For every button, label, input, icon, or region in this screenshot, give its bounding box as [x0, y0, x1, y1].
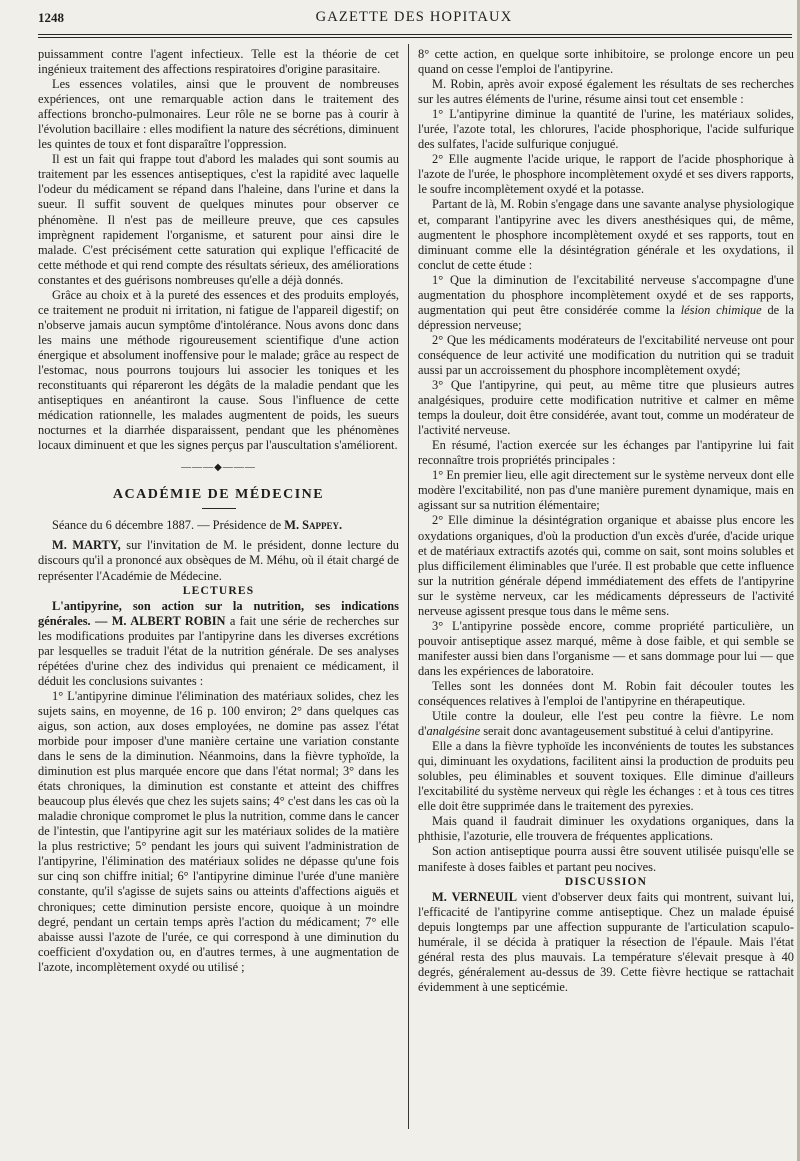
paragraph: 2° Elle diminue la désintégration organique et abaisse plus encore les oxydations organiques, d'où la production d'un excès d'urée, d'acide urique et de matériaux extractifs azotés qui, comme on sait, sont moins solubles et plus difficilement éliminables que l'urée. Il est probable que cette influence sur la nutrition générale dépend immédiatement des effets de l'antipyrine sur le système nerveux, car les médicaments dépresseurs de l'activité nerveuse agissent presque tous dans le même sens. [418, 513, 794, 618]
paragraph: 8° cette action, en quelque sorte inhibitoire, se prolonge encore un peu quand on cesse l'emploi de l'antipyrine. [418, 47, 794, 77]
paragraph: 2° Que les médicaments modérateurs de l'excitabilité nerveuse ont pour conséquence de leur activité une modification du nutrition qui se traduit aussi par un accroissement du phosphore incomplètement oxydé; [418, 332, 794, 377]
header-rule [38, 34, 792, 35]
article-title: L'antipyrine, son action sur la nutrition, ses indications générales. [38, 598, 399, 628]
paragraph-text: Utile contre la douleur, elle l'est peu contre la fièvre. Le nom d' [418, 709, 794, 739]
paragraph [38, 599, 399, 689]
column-divider [408, 44, 409, 1129]
paragraph: Mais quand il faudrait diminuer les oxydations organiques, dans la phthisie, l'azoturie, elle trouvera de fréquentes applications. [418, 814, 794, 844]
italic-term: analgésine [426, 724, 481, 739]
paragraph: Partant de là, M. Robin s'engage dans une savante analyse physiologique et, comparant l'antipyrine avec les divers anesthésiques qui, de même, augmentent le phosphore incomplètement oxydé et ses rapports, tout en diminuant comme elle la désintégration générale et les oxydations, il conclut de cette étude : [418, 197, 794, 272]
section-title: ACADÉMIE DE MÉDECINE [112, 487, 325, 503]
right-column [418, 47, 794, 995]
paragraph [418, 890, 794, 995]
session-line [38, 518, 399, 533]
paragraph-text: serait donc avantageusement substitué à celui d'antipyrine. [480, 724, 774, 739]
page-header [38, 8, 790, 32]
speaker-name: M. VERNEUIL [432, 889, 517, 904]
paragraph-text: vient d'observer deux faits qui montrent, suivant lui, l'efficacité de l'antipyrine comme antiseptique. Chez un malade épuisé depuis longtemps par une affection suppurante de l'articulation scapulo-humérale, il se décida à pratiquer la résection de l'épaule. Mais l'état général resta des plus mauvais. La température s'élevait presque à 40 degrés, généralement au-dessus de 39. Cette fièvre hectique se rattachait évidemment à une septicémie. [418, 889, 795, 994]
speaker-name: — M. ALBERT ROBIN [90, 613, 226, 628]
speaker-name: M. MARTY, [52, 538, 121, 553]
paragraph: Les essences volatiles, ainsi que le prouvent de nombreuses expériences, ont une remarquable action dans le traitement des affections broncho-pulmonaires. Leur rôle ne se borne pas à courir à l'évolution bacillaire : elles modifient la nature des sécrétions, diminuent les quintes de toux et font disparaître l'oppression. [38, 77, 399, 152]
paragraph: 1° L'antipyrine diminue la quantité de l'urine, les matériaux solides, l'urée, l'azote total, les chlorures, l'acide phosphorique, l'acide sulfurique des sulfates, l'acide sulfurique conjugué. [418, 107, 794, 152]
left-column [38, 47, 399, 975]
paragraph [418, 273, 794, 333]
paragraph: 3° Que l'antipyrine, qui peut, au même titre que plusieurs autres analgésiques, produire cette modification nutritive et calmer en même temps la douleur, doit être considérée, avant tout, comme un modérateur de l'activité nerveuse. [418, 378, 794, 438]
paragraph: En résumé, l'action exercée sur les échanges par l'antipyrine lui fait reconnaître trois propriétés principales : [418, 438, 794, 468]
subheading: LECTURES [182, 584, 255, 597]
paragraph: Son action antiseptique pourra aussi être souvent utilisée puisqu'elle se manifeste à doses faibles et partant peu nocives. [418, 844, 794, 874]
paragraph: Telles sont les données dont M. Robin fait découler toutes les conséquences relatives à l'emploi de l'antipyrine en thérapeutique. [418, 678, 794, 709]
paragraph [418, 709, 794, 739]
paragraph: puissamment contre l'agent infectieux. Telle est la théorie de cet ingénieux traitement des affections respiratoires d'origine parasitaire. [38, 47, 399, 77]
paragraph [38, 538, 399, 583]
running-head: GAZETTE DES HOPITAUX [315, 9, 513, 25]
short-rule [202, 508, 236, 509]
paragraph: Elle a dans la fièvre typhoïde les inconvénients de toutes les substances qui, diminuant les oxydations, facilitent ainsi la production de produits peu solubles, peu éliminables et souvent toxiques. Elle diminue d'ailleurs l'excitabilité du système nerveux qui règle les échanges : et à tous ces titres elle doit être supprimée dans le traitement des pyrexies. [418, 739, 794, 814]
paragraph: 1° En premier lieu, elle agit directement sur le système nerveux dont elle modère l'excitabilité, non pas d'une manière purement dynamique, mais en agissant sur sa nutrition élémentaire; [418, 468, 794, 513]
paragraph-text: de la dépression nerveuse; [418, 302, 794, 332]
paragraph: 3° L'antipyrine possède encore, comme propriété particulière, un pouvoir antiseptique assez marqué, même à dose faible, et qui semble se manifester aussi bien dans l'organisme — et sans dommage pour lui — que dans les expériences de laboratoire. [418, 618, 794, 678]
paragraph-text: 1° Que la diminution de l'excitabilité nerveuse s'accompagne d'une augmentation du phosphore incomplètement oxydé et de ses rapports, augmentation qui peut être considérée comme la [418, 272, 794, 317]
paragraph: 2° Elle augmente l'acide urique, le rapport de l'acide phosphorique à l'azote de l'urée, le phosphore incomplètement oxydé et ses divers rapports, le soufre incomplètement oxydé et la potasse. [418, 152, 794, 197]
subheading: DISCUSSION [564, 875, 648, 888]
paragraph: Il est un fait qui frappe tout d'abord les malades qui sont soumis au traitement par les essences antiseptiques, c'est la rapidité avec laquelle l'odeur du médicament se répand dans l'haleine, dans l'urine et dans la sueur. Il suffit souvent de quelques minutes pour observer ce phénomène. Il n'est pas de meilleure preuve, que ces capsules imprègnent rapidement l'organisme, et saturent pour ainsi dire le malade. C'est précisément cette saturation qui explique l'efficacité de cette méthode et qui rend compte des résultats sérieux, des améliorations constantes et des guérisons nombreuses qu'elle a déjà donnés. [38, 152, 399, 287]
header-rule-double [38, 37, 792, 38]
paragraph: M. Robin, après avoir exposé également les résultats de ses recherches sur les autres éléments de l'urine, résume ainsi tout cet ensemble : [418, 77, 794, 107]
president-name: M. Sappey. [284, 518, 343, 533]
paragraph: Grâce au choix et à la pureté des essences et des produits employés, ce traitement ne produit ni irritation, ni fatigue de l'appareil digestif; on n'observe jamais aucun symptôme d'intolérance. Nous avons donc dans les mains une méthode rigoureusement scientifique d'une action énergique et absolument inoffensive pour le malade; grâce au respect de l'estomac, nous pourrons toujours lui associer les toniques et les reconstituants qui répareront les dégâts de la maladie pendant que les antiseptiques en anéantiront la cause. Sous l'influence de cette médication rationnelle, les malades augmentent de poids, les sueurs nocturnes et la diarrhée disparaissent, pendant que les phénomènes locaux diminuent et que les signes perçus par l'auscultation s'améliorent. [38, 287, 399, 453]
page-number: 1248 [38, 10, 64, 25]
session-text: Séance du 6 décembre 1887. — Présidence de [52, 518, 285, 533]
paragraph-text: sur l'invitation de M. le président, donne lecture du discours qu'il a prononcé aux obsèques de M. Méhu, où il était chargé de représenter l'Académie de Médecine. [38, 538, 399, 583]
paragraph-text: a fait une série de recherches sur les modifications produites par l'antipyrine dans les diverses excrétions par lesquelles se traduit l'état de la nutrition générale. De ses analyses répétées d'urine chez des individus qui prenaient ce médicament, il déduit les conclusions suivantes : [38, 613, 399, 688]
paragraph: 1° L'antipyrine diminue l'élimination des matériaux solides, chez les sujets sains, en moyenne, de 16 p. 100 environ; 2° dans quelques cas aigus, son action, aux doses employées, ne domine pas assez l'état morbide pour imposer d'une manière certaine une variation constante dans le sens de la diminution. Néanmoins, dans la fièvre typhoïde, la diminution est plus marquée encore que dans l'état normal; 3° dans les états chroniques, la diminution est constante et atteint des chiffres beaucoup plus élevés que chez les sujets sains; 4° c'est dans les cas où la maladie chronique compromet le plus la nutrition, comme dans le cancer de l'intestin, que l'antipyrine agit sur les matériaux solides de la matière la plus restrictive; 5° pendant les jours qui suivent l'administration de l'antipyrine, l'élimination des matériaux solides ne dépasse qu'une fois sur cinq son chiffre initial; 6° l'antipyrine diminue l'urée d'une manière constante, qu'il s'agisse de sujets sains ou atteints d'affections aiguës et chroniques; cette diminution persiste encore, quoique à un moindre degré, pendant un certain temps après l'action du médicament; 7° elle abaisse aussi l'azote de l'urée, ce qui correspond à une diminution du coefficient d'oxydation ou, en d'autres termes, à une augmentation de l'azote, incomplètement oxydé ou utilisé ; [38, 688, 399, 974]
section-ornament: ———◆——— [181, 462, 256, 474]
italic-term: lésion chimique [680, 302, 762, 317]
